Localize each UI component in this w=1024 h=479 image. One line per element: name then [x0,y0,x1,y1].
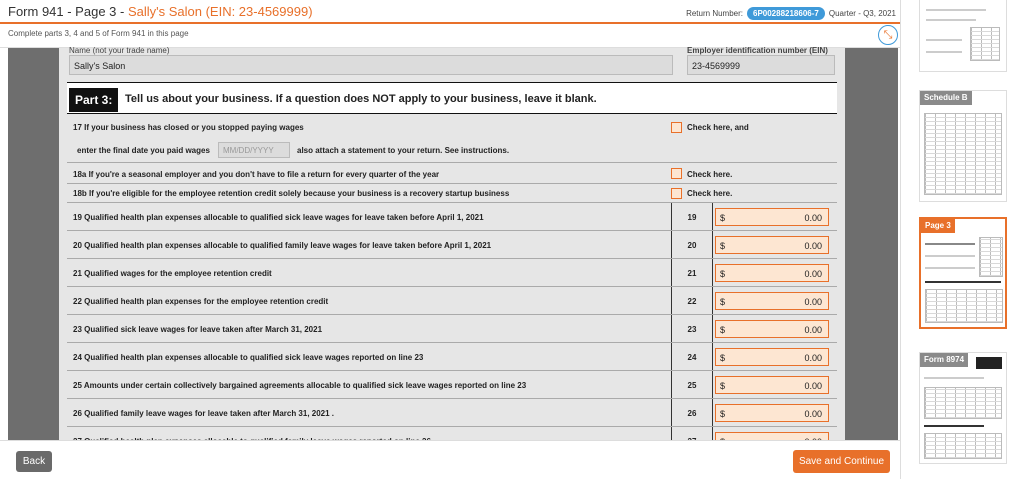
line-18a-checkbox[interactable] [671,168,682,179]
thumb-line [926,19,976,21]
line-19-num-text: 19 [687,213,697,222]
currency-symbol: $ [720,297,726,307]
thumb-line [925,255,975,257]
line-17-row [67,115,837,163]
thumb-line [925,281,1001,283]
line-22-num-text: 22 [687,297,697,306]
name-row [67,48,837,80]
line-26-amount-input[interactable] [715,404,829,422]
line-20-value: 0.00 [804,241,822,251]
title-business: Sally's Salon (EIN: 23-4569999) [127,4,313,19]
line-23-row [67,315,837,343]
line-21-number [671,259,713,286]
line-19-number [671,203,713,230]
title-main: Form 941 - Page 3 - [8,4,128,19]
form-viewer[interactable] [8,48,898,440]
line-18b-checkbox[interactable] [671,188,682,199]
line-22-amount-input[interactable] [715,292,829,310]
thumb-line [924,377,984,379]
thumb-grid [924,113,1002,195]
line-17-date-suffix: also attach a statement to your return. See instructions. [297,146,510,155]
line-20-row [67,231,837,259]
page-subtitle: Complete parts 3, 4 and 5 of Form 941 in this page [8,29,189,38]
line-18b-label: 18b If you're eligible for the employee retention credit solely because your business is a recovery startup business [73,189,510,198]
thumb-grid [924,387,1002,419]
line-20-num-text: 20 [687,241,697,250]
line-19-row [67,203,837,231]
header [0,0,900,48]
thumb-line [976,357,1002,369]
part-3-header [67,82,837,114]
line-25-label: 25 Amounts under certain collectively bargained agreements allocable to qualified sick leave wages reported on line 23 [73,381,527,390]
currency-symbol: $ [720,353,726,363]
page-thumbnails [900,0,1024,479]
line-23-value: 0.00 [804,325,822,335]
line-20-number [671,231,713,258]
line-26-label: 26 Qualified family leave wages for leave taken after March 31, 2021 . [73,409,335,418]
thumb-line [925,267,975,269]
line-18a-label: 18a If you're a seasonal employer and you don't have to file a return for every quarter of the year [73,170,440,179]
line-21-label: 21 Qualified wages for the employee retention credit [73,269,272,278]
line-22-number [671,287,713,314]
line-17-label: 17 If your business has closed or you stopped paying wages [73,123,304,132]
thumbnail-schedule-b[interactable] [919,90,1007,202]
line-17-date-prefix: enter the final date you paid wages [77,146,210,155]
thumbnail-page-2[interactable] [919,0,1007,72]
line-22-label: 22 Qualified health plan expenses for the employee retention credit [73,297,329,306]
thumbnail-label: Page 3 [921,219,955,233]
line-26-value: 0.00 [804,409,822,419]
line-24-value: 0.00 [804,353,822,363]
line-21-amount-input[interactable] [715,264,829,282]
thumb-grid [925,289,1003,323]
line-26-num-text: 26 [687,409,697,418]
part-tag: Part 3: [69,88,118,112]
currency-symbol: $ [720,409,726,419]
ein-field[interactable]: 23-4569999 [687,55,835,75]
currency-symbol: $ [720,269,726,279]
line-25-number [671,371,713,398]
line-23-num-text: 23 [687,325,697,334]
form-page [59,48,845,440]
line-24-num-text: 24 [687,353,697,362]
line-24-label: 24 Qualified health plan expenses allocable to qualified sick leave wages reported on line 23 [73,353,424,362]
line-23-amount-input[interactable] [715,320,829,338]
line-18a-check-label: Check here. [687,170,733,179]
name-field[interactable]: Sally's Salon [69,55,673,75]
header-divider [0,22,900,24]
line-22-row [67,287,837,315]
line-21-num-text: 21 [687,269,697,278]
currency-symbol: $ [720,381,726,391]
currency-symbol: $ [720,325,726,335]
line-26-row [67,399,837,427]
page-title [8,4,313,19]
save-and-continue-button[interactable]: Save and Continue [793,450,890,473]
thumbnail-label: Schedule B [920,91,972,105]
thumb-grid [924,433,1002,459]
thumb-line [925,243,975,245]
thumb-line [926,39,962,41]
thumb-line [926,9,986,11]
thumb-line [926,51,962,53]
line-24-amount-input[interactable] [715,348,829,366]
collapse-icon[interactable]: ⤡ [878,25,898,45]
line-19-label: 19 Qualified health plan expenses allocable to qualified sick leave wages for leave taken before April 1, 2021 [73,213,484,222]
thumbnail-label: Form 8974 [920,353,968,367]
line-25-num-text: 25 [687,381,697,390]
line-22-value: 0.00 [804,297,822,307]
line-23-label: 23 Qualified sick leave wages for leave taken after March 31, 2021 [73,325,323,334]
thumb-line [924,425,984,427]
thumbnail-page-3[interactable] [919,217,1007,329]
back-button[interactable]: Back [16,451,52,472]
line-24-row [67,343,837,371]
line-19-value: 0.00 [804,213,822,223]
line-18a-row [67,164,837,184]
line-18b-check-label: Check here. [687,189,733,198]
line-18b-row [67,184,837,203]
line-26-number [671,399,713,426]
part-instructions: Tell us about your business. If a question does NOT apply to your business, leave it blank. [125,93,597,105]
footer [0,440,900,479]
return-label: Return Number: [686,9,743,18]
line-17-check-label: Check here, and [687,123,749,132]
line-24-number [671,343,713,370]
currency-symbol: $ [720,213,726,223]
thumb-grid [979,237,1003,277]
line-21-row [67,259,837,287]
quarter-label: Quarter - Q3, 2021 [828,9,896,18]
currency-symbol: $ [720,241,726,251]
return-info [686,7,896,20]
line-17-checkbox[interactable] [671,122,682,133]
final-date-input[interactable]: MM/DD/YYYY [218,142,290,158]
line-25-row [67,371,837,399]
line-25-value: 0.00 [804,381,822,391]
thumb-grid [970,27,1000,61]
line-21-value: 0.00 [804,269,822,279]
line-20-label: 20 Qualified health plan expenses allocable to qualified family leave wages for leave taken before April 1, 2021 [73,241,492,250]
name-label: Name (not your trade name) [69,46,170,55]
line-19-amount-input[interactable] [715,208,829,226]
line-25-amount-input[interactable] [715,376,829,394]
thumbnail-form-8974[interactable] [919,352,1007,464]
ein-label: Employer identification number (EIN) [687,46,828,55]
line-20-amount-input[interactable] [715,236,829,254]
line-23-number [671,315,713,342]
return-number-badge: 6P00288218606-7 [747,7,825,20]
